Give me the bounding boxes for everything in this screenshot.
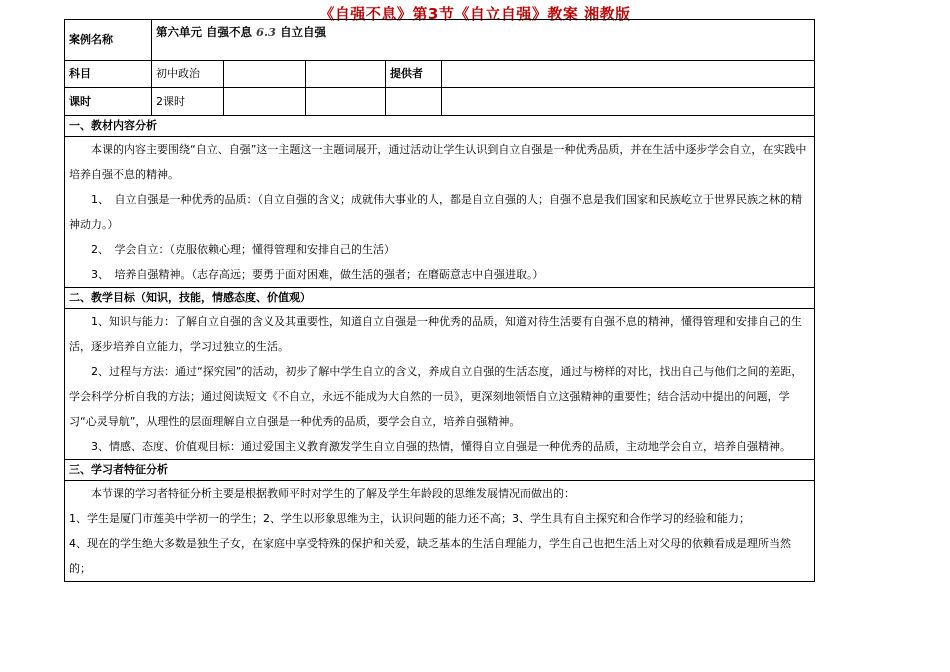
blank-cell <box>386 88 442 116</box>
section-heading: 二、教学目标（知识，技能，情感态度、价值观） <box>65 288 815 309</box>
subject-label: 科目 <box>65 61 152 88</box>
blank-cell <box>224 88 306 116</box>
provider-value <box>442 61 815 88</box>
case-name-lesson: 自立自强 <box>280 24 327 39</box>
paragraph: 本节课的学习者特征分析主要是根据教师平时对学生的了解及学生年龄段的思维发展情况而做出的： <box>91 487 575 500</box>
paragraph: 2、过程与方法：通过“探究园”的活动，初步了解中学生自立的含义，养成自立自强的生活态度，通过与榜样的对比，找出自己与他们之间的差距，学会科学分析自我的方法；通过阅读短文《不自立，永远不能成为大自然的一员》，更深刻地领悟自立这强精神的重要性；结合活动中提出的问题，学习“心灵导航”，从理性的层面理解自立自强是一种优秀的品质，要学会自立，培养自强精神。 <box>69 365 803 428</box>
blank-cell <box>442 88 815 116</box>
blank-cell <box>224 61 306 88</box>
case-name-number: 6.3 <box>256 24 277 39</box>
paragraph: 3、 培养自强精神。（志存高远；要勇于面对困难，做生活的强者；在磨砺意志中自强进取。） <box>91 268 544 281</box>
paragraph: 2、 学会自立：（克服依赖心理；懂得管理和安排自己的生活） <box>91 243 395 256</box>
case-name-value <box>152 20 815 61</box>
paragraph: 1、学生是厦门市莲美中学初一的学生；2、学生以形象思维为主，认识问题的能力还不高；3、学生具有自主探究和合作学习的经验和能力； <box>69 512 750 525</box>
provider-label: 提供者 <box>386 61 442 88</box>
case-name-unit: 第六单元 自强不息 <box>156 24 253 39</box>
lesson-plan-table <box>64 19 815 582</box>
document-title: 《自强不息》第3节《自立自强》教案 湘教版 <box>319 5 631 23</box>
paragraph: 3、情感、态度、价值观目标：通过爱国主义教育激发学生自立自强的热情，懂得自立自强是一种优秀的品质，主动地学会自立，培养自强精神。 <box>91 440 791 453</box>
blank-cell <box>306 61 386 88</box>
paragraph: 1、 自立自强是一种优秀的品质：（自立自强的含义；成就伟大事业的人，都是自立自强的人；自强不息是我们国家和民族屹立于世界民族之林的精神动力。） <box>69 193 802 231</box>
section-body <box>65 137 815 288</box>
section-heading: 一、教材内容分析 <box>65 116 815 137</box>
case-name-label: 案例名称 <box>65 20 152 61</box>
section-body <box>65 481 815 582</box>
paragraph: 本课的内容主要围绕“自立、自强”这一主题这一主题词展开，通过活动让学生认识到自立自强是一种优秀品质，并在生活中逐步学会自立，在实践中培养自强不息的精神。 <box>69 143 807 181</box>
blank-cell <box>306 88 386 116</box>
hours-value: 2课时 <box>152 88 224 116</box>
paragraph: 4、现在的学生绝大多数是独生子女，在家庭中享受特殊的保护和关爱，缺乏基本的生活自理能力，学生自己也把生活上对父母的依赖看成是理所当然的； <box>69 537 791 575</box>
paragraph: 1、知识与能力：了解自立自强的含义及其重要性，知道自立自强是一种优秀的品质，知道对待生活要有自强不息的精神，懂得管理和安排自己的生活，逐步培养自立能力，学习过独立的生活。 <box>69 315 802 353</box>
section-body <box>65 309 815 460</box>
section-heading: 三、学习者特征分析 <box>65 460 815 481</box>
hours-label: 课时 <box>65 88 152 116</box>
subject-value: 初中政治 <box>152 61 224 88</box>
